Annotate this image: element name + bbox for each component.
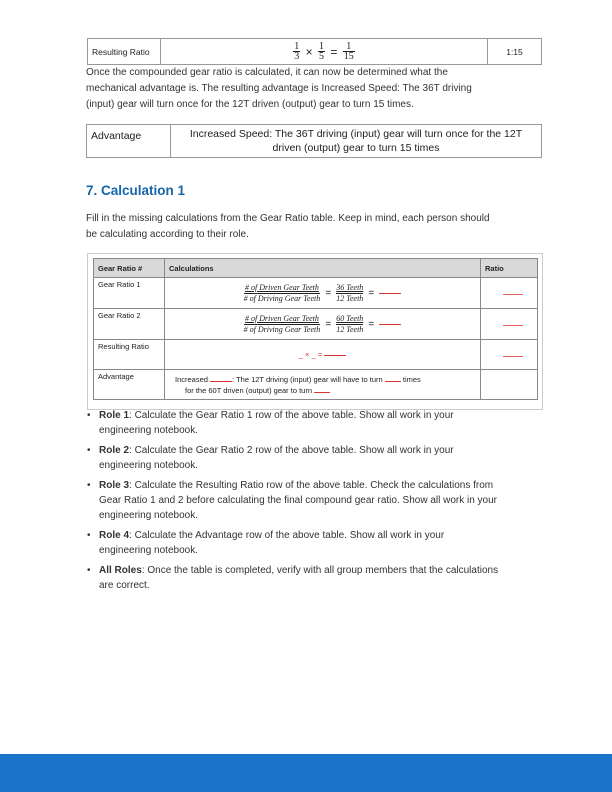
role-item xyxy=(86,478,536,523)
role-text: are correct. xyxy=(99,580,150,591)
section-heading: 7. Calculation 1 xyxy=(86,183,186,198)
header-calculations: Calculations xyxy=(165,259,481,278)
header-gear-ratio: Gear Ratio # xyxy=(94,259,165,278)
instructions-line: Fill in the missing calculations from the Gear Ratio table. Keep in mind, each person should xyxy=(86,213,490,224)
ratio-blank[interactable] xyxy=(503,294,523,295)
equals-sign: = xyxy=(368,287,375,299)
role-item xyxy=(86,443,536,473)
resulting-ratio-label: Resulting Ratio xyxy=(88,39,161,65)
ratio-cell[interactable] xyxy=(481,278,538,309)
role-text: Gear Ratio 1 and 2 before calculating the final compound gear ratio. Show all work in your xyxy=(99,495,498,506)
fraction-one-fifteenth: $\frac{1}{15}$ xyxy=(343,41,354,62)
bullet-icon: • xyxy=(87,480,91,491)
ratio-blank[interactable] xyxy=(503,356,523,357)
advantage-text-line: driven (output) gear to turn 15 times xyxy=(272,142,440,154)
role-text: engineering notebook. xyxy=(99,425,198,436)
gear-ratio-2-calculation xyxy=(165,309,481,340)
ratio-cell xyxy=(481,370,538,400)
footer-bar xyxy=(0,754,612,792)
role-text: : Calculate the Advantage row of the above table. Show all work in your xyxy=(129,530,445,541)
bullet-icon: • xyxy=(87,410,91,421)
role-text: : Calculate the Resulting Ratio row of the above table. Check the calculations from xyxy=(129,480,494,491)
role-text: engineering notebook. xyxy=(99,460,198,471)
role-list xyxy=(86,408,536,598)
gear-ratio-table-image xyxy=(87,253,543,410)
role-item xyxy=(86,408,536,438)
ratio-cell[interactable] xyxy=(481,340,538,370)
advantage-text-line: Increased Speed: The 36T driving (input) gear will turn once for the 12T xyxy=(189,128,523,140)
ratio-blank[interactable] xyxy=(503,325,523,326)
advantage-calculation xyxy=(165,370,481,400)
role-name: Role 3 xyxy=(99,480,130,491)
times-sign: × xyxy=(305,44,313,59)
role-name: All Roles xyxy=(99,565,142,576)
paragraph-line: Once the compounded gear ratio is calculated, it can now be determined what the xyxy=(86,67,448,78)
advantage-label: Advantage xyxy=(87,125,171,158)
role-text: engineering notebook. xyxy=(99,545,198,556)
answer-blank[interactable] xyxy=(379,293,401,294)
adv-text: : The 12T driving (input) gear will have to turn xyxy=(232,374,383,384)
turns-blank-2[interactable] xyxy=(314,392,330,393)
row-label-advantage: Advantage xyxy=(94,370,165,400)
instructions xyxy=(86,211,526,243)
ratio-cell[interactable] xyxy=(481,309,538,340)
equals-sign: = xyxy=(330,44,338,59)
advantage-paragraph xyxy=(86,65,526,113)
resulting-ratio-value: 1:15 xyxy=(488,39,542,65)
teeth-formula: $\frac{\text{\# of Driven Gear Teeth}}{\text{\# of Driving Gear Teeth}}$ xyxy=(243,282,321,303)
teeth-values: $\frac{\text{60 Teeth}}{\text{12 Teeth}}$ xyxy=(336,313,364,334)
fraction-one-fifth: $\frac{1}{5}$ xyxy=(319,41,324,62)
adv-text: Increased xyxy=(175,374,208,384)
equals-sign: = xyxy=(368,318,375,330)
header-ratio: Ratio xyxy=(481,259,538,278)
adv-text: times xyxy=(402,374,421,384)
bullet-icon: • xyxy=(87,445,91,456)
row-label-gear-ratio-1: Gear Ratio 1 xyxy=(94,278,165,309)
role-name: Role 2 xyxy=(99,445,130,456)
fraction-one-third: $\frac{1}{3}$ xyxy=(294,41,300,62)
paragraph-line: (input) gear will turn once for the 12T driven (output) gear to turn 15 times. xyxy=(86,99,414,110)
role-name: Role 1 xyxy=(99,410,130,421)
role-text: : Calculate the Gear Ratio 2 row of the above table. Show all work in your xyxy=(129,445,454,456)
advantage-text xyxy=(171,125,542,158)
bullet-icon: • xyxy=(87,565,91,576)
advantage-type-blank[interactable] xyxy=(210,381,232,382)
teeth-formula: $\frac{\text{\# of Driven Gear Teeth}}{\text{\# of Driving Gear Teeth}}$ xyxy=(243,313,321,334)
equals-sign: = xyxy=(325,287,332,299)
equals-sign: = xyxy=(325,318,332,330)
row-label-resulting-ratio: Resulting Ratio xyxy=(94,340,165,370)
paragraph-line: mechanical advantage is. The resulting advantage is Increased Speed: The 36T driving xyxy=(86,83,472,94)
role-text: : Once the table is completed, verify with all group members that the calculations xyxy=(141,565,499,576)
advantage-line-2 xyxy=(169,385,476,396)
teeth-values: $\frac{\text{36 Teeth}}{\text{12 Teeth}}$ xyxy=(336,282,364,303)
bullet-icon: • xyxy=(87,530,91,541)
instructions-line: be calculating according to their role. xyxy=(86,229,249,240)
advantage-line-1 xyxy=(169,374,476,385)
resulting-ratio-table xyxy=(87,38,542,65)
adv-text: for the 60T driven (output) gear to turn xyxy=(185,385,313,395)
role-name: Role 4 xyxy=(99,530,130,541)
answer-blank[interactable] xyxy=(324,355,346,356)
resulting-ratio-calculation xyxy=(165,340,481,370)
role-text: : Calculate the Gear Ratio 1 row of the above table. Show all work in your xyxy=(129,410,454,421)
role-item xyxy=(86,528,536,558)
resulting-ratio-equation xyxy=(161,39,488,65)
answer-blank[interactable] xyxy=(379,324,401,325)
row-label-gear-ratio-2: Gear Ratio 2 xyxy=(94,309,165,340)
turns-blank[interactable] xyxy=(385,381,401,382)
advantage-table xyxy=(86,124,542,158)
gear-ratio-1-calculation xyxy=(165,278,481,309)
role-item xyxy=(86,563,536,593)
gear-ratio-table xyxy=(93,258,538,400)
resulting-expression: _ × _ = xyxy=(298,350,323,359)
role-text: engineering notebook. xyxy=(99,510,198,521)
